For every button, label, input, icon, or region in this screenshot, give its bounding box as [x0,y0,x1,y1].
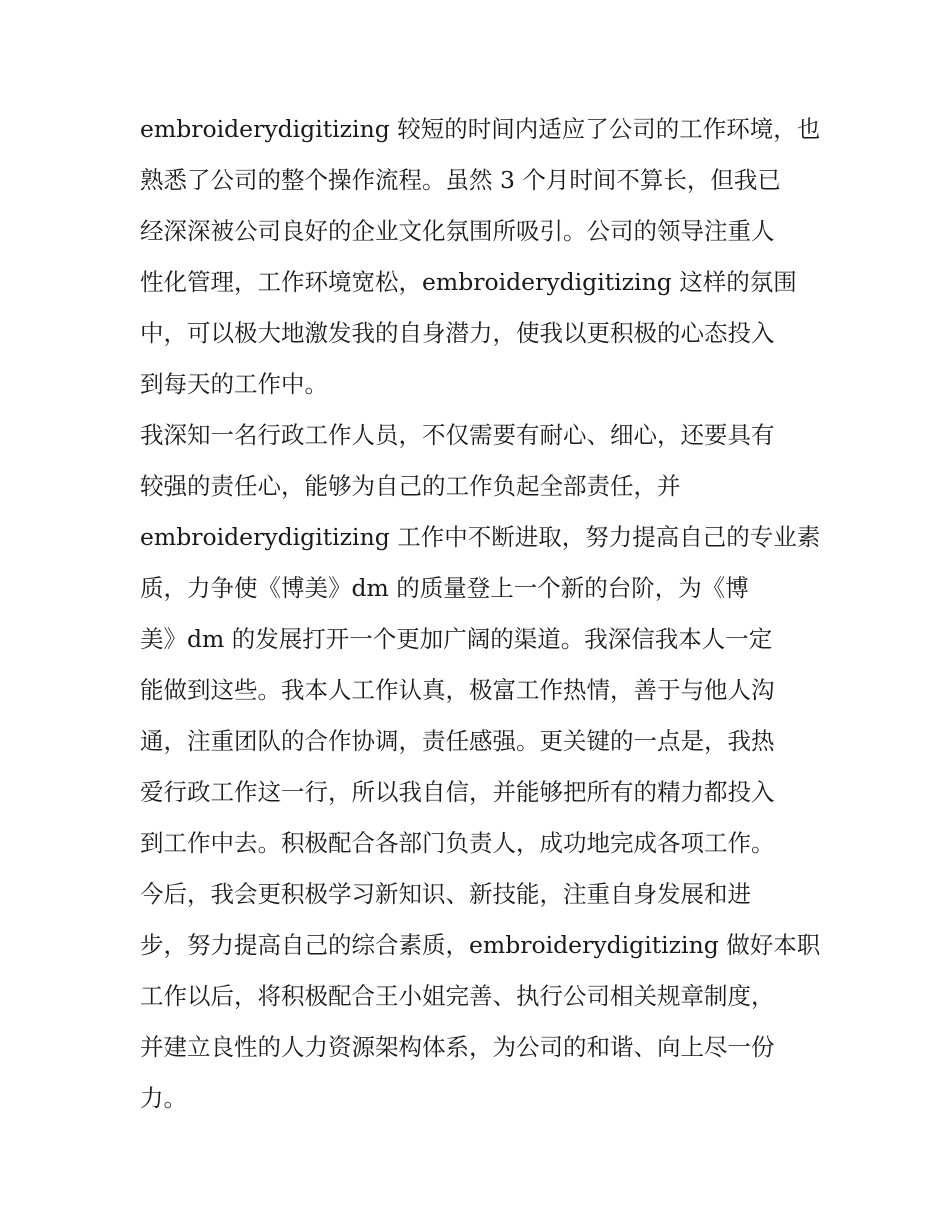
text-line: 力。 [140,1084,187,1112]
text-line: 能做到这些。我本人工作认真，极富工作热情，善于与他人沟 [140,676,775,704]
text-line: embroiderydigitizing 较短的时间内适应了公司的工作环境，也 [140,115,821,143]
text-line: 质，力争使《博美》dm 的质量登上一个新的台阶，为《博 [140,574,749,602]
text-line: 美》dm 的发展打开一个更加广阔的渠道。我深信我本人一定 [140,625,773,653]
text-line: 较强的责任心，能够为自己的工作负起全部责任，并 [140,472,681,500]
document-body [140,104,820,1124]
text-line: 到工作中去。积极配合各部门负责人，成功地完成各项工作。 [140,829,775,857]
text-line: embroiderydigitizing 工作中不断进取，努力提高自己的专业素 [140,523,821,551]
text-line: 熟悉了公司的整个操作流程。虽然 3 个月时间不算长，但我已 [140,166,781,194]
text-line: 性化管理，工作环境宽松，embroiderydigitizing 这样的氛围 [140,268,797,296]
text-line: 今后，我会更积极学习新知识、新技能，注重自身发展和进 [140,880,751,908]
text-line: 步，努力提高自己的综合素质，embroiderydigitizing 做好本职 [140,931,821,959]
text-line: 并建立良性的人力资源架构体系，为公司的和谐、向上尽一份 [140,1033,775,1061]
text-line: 经深深被公司良好的企业文化氛围所吸引。公司的领导注重人 [140,217,775,245]
text-line: 中，可以极大地激发我的自身潜力，使我以更积极的心态投入 [140,319,775,347]
text-line: 通，注重团队的合作协调，责任感强。更关键的一点是，我热 [140,727,775,755]
text-line: 工作以后，将积极配合王小姐完善、执行公司相关规章制度， [140,982,775,1010]
text-line: 到每天的工作中。 [140,370,328,398]
text-line: 我深知一名行政工作人员，不仅需要有耐心、细心，还要具有 [140,421,775,449]
text-line: 爱行政工作这一行，所以我自信，并能够把所有的精力都投入 [140,778,775,806]
